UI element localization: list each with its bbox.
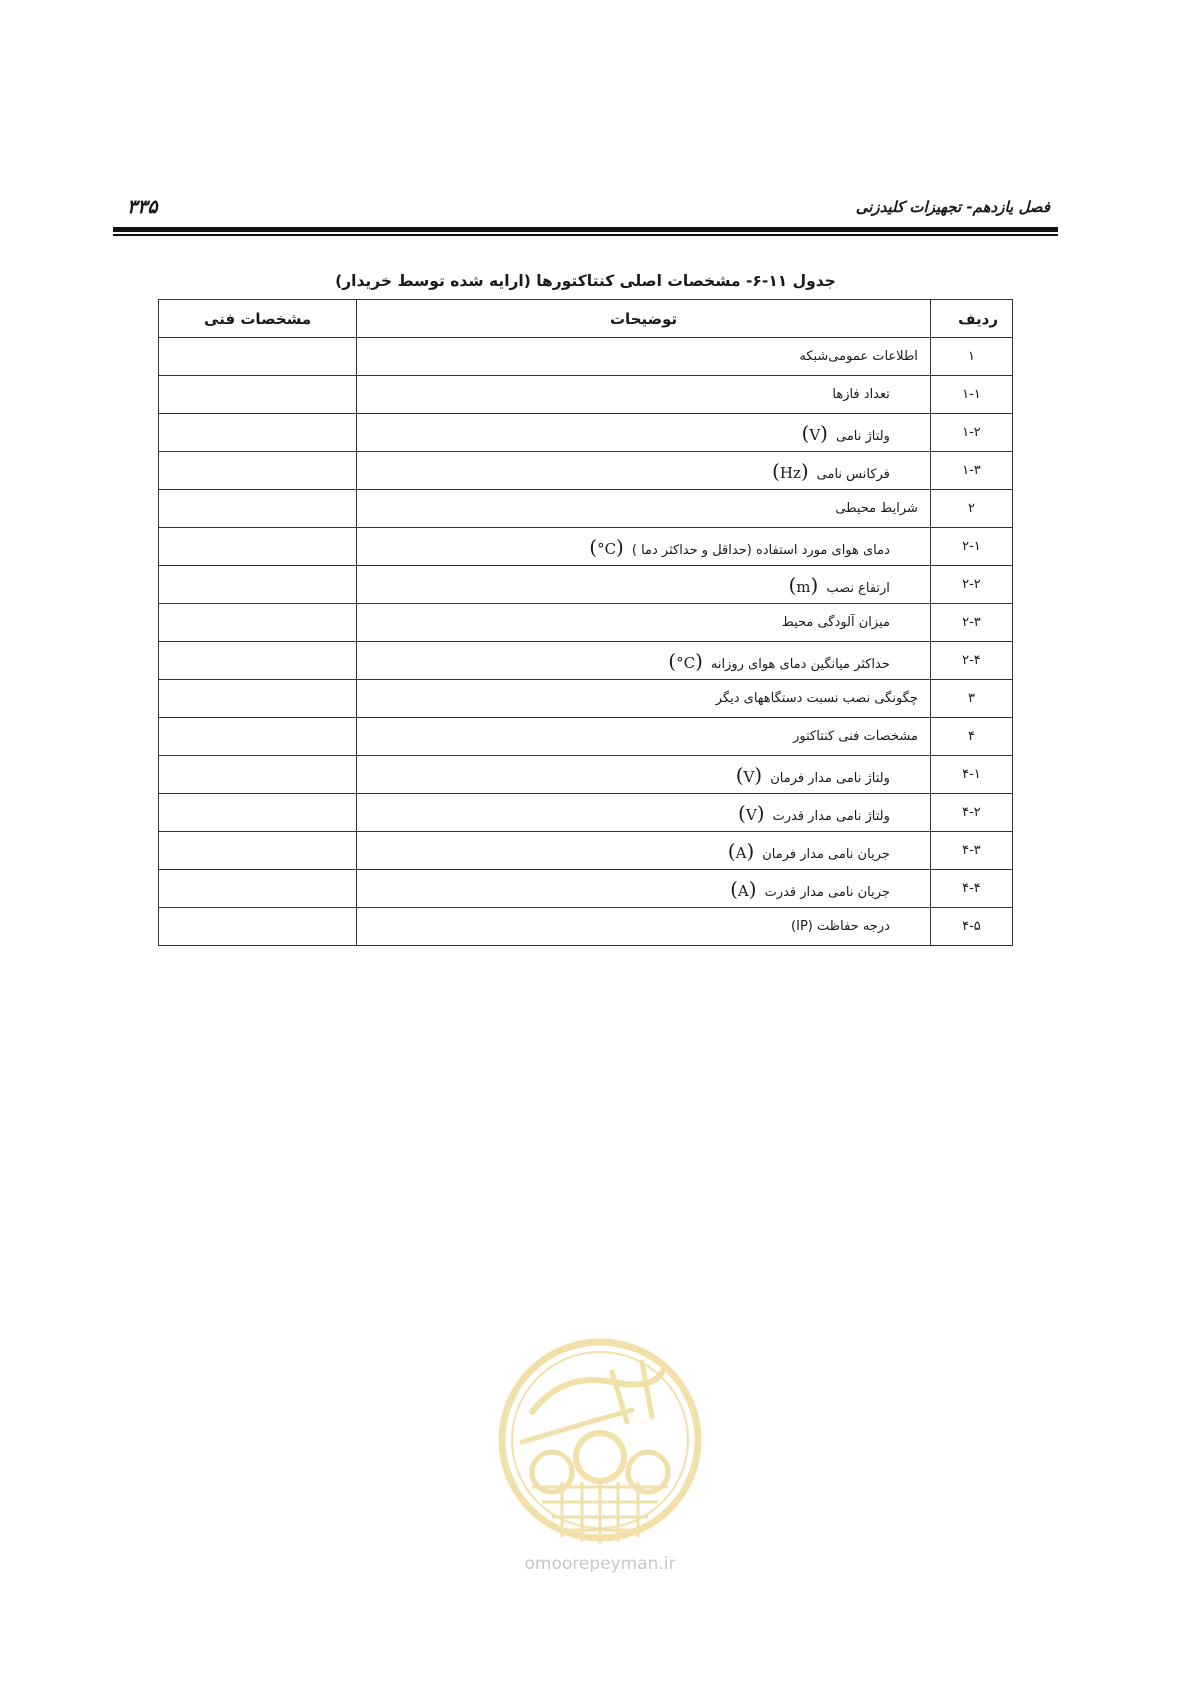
description-cell bbox=[357, 566, 931, 604]
watermark-url: omoorepeyman.ir bbox=[524, 1554, 676, 1574]
table-row bbox=[159, 794, 1013, 832]
description-cell bbox=[357, 794, 931, 832]
description-text: دمای هوای مورد استفاده (حداقل و حداکثر دما ) bbox=[631, 542, 890, 558]
unit-label bbox=[738, 801, 764, 825]
row-number-cell: ۴ bbox=[930, 718, 1012, 756]
table-row bbox=[159, 338, 1013, 376]
row-number-cell: ۲-۴ bbox=[930, 642, 1012, 680]
table-row bbox=[159, 566, 1013, 604]
technical-spec-cell bbox=[159, 908, 357, 946]
description-cell bbox=[357, 756, 931, 794]
technical-spec-cell bbox=[159, 414, 357, 452]
chapter-title: فصل یازدهم- تجهیزات کلیدزنی bbox=[855, 198, 1050, 216]
unit-open-paren: ( bbox=[727, 838, 736, 863]
row-number-cell: ۴-۲ bbox=[930, 794, 1012, 832]
description-text: چگونگی نصب نسبت دستگاههای دیگر bbox=[715, 691, 918, 706]
description-text: شرایط محیطی bbox=[835, 501, 918, 516]
technical-spec-cell bbox=[159, 490, 357, 528]
table-row bbox=[159, 718, 1013, 756]
technical-spec-cell bbox=[159, 794, 357, 832]
header-technical-spec: مشخصات فنی bbox=[159, 300, 357, 338]
technical-spec-cell bbox=[159, 756, 357, 794]
technical-spec-cell bbox=[159, 832, 357, 870]
unit-open-paren: ( bbox=[738, 800, 746, 825]
row-number-cell: ۲-۲ bbox=[930, 566, 1012, 604]
technical-spec-cell bbox=[159, 528, 357, 566]
unit-close-paren: ) bbox=[754, 762, 763, 787]
description-cell bbox=[357, 338, 931, 376]
table-body bbox=[159, 338, 1013, 946]
unit-label bbox=[728, 839, 754, 863]
technical-spec-cell bbox=[159, 718, 357, 756]
description-cell bbox=[357, 908, 931, 946]
unit-value: V bbox=[809, 425, 821, 444]
row-number-cell: ۱-۱ bbox=[930, 376, 1012, 414]
row-number-cell: ۱-۳ bbox=[930, 452, 1012, 490]
description-text: ولتاژ نامی مدار قدرت bbox=[772, 808, 890, 824]
page-number: ۳۳۵ bbox=[127, 196, 158, 218]
unit-open-paren: ( bbox=[735, 762, 744, 787]
unit-open-paren: ( bbox=[668, 648, 677, 673]
unit-label bbox=[730, 877, 756, 901]
unit-label bbox=[736, 763, 762, 787]
table-row bbox=[159, 908, 1013, 946]
unit-label bbox=[668, 649, 703, 673]
table-row bbox=[159, 490, 1013, 528]
description-text: ولتاژ نامی bbox=[835, 428, 890, 444]
row-number-cell: ۱ bbox=[930, 338, 1012, 376]
description-text: جریان نامی مدار فرمان bbox=[762, 846, 890, 862]
description-cell bbox=[357, 528, 931, 566]
row-number-cell: ۴-۱ bbox=[930, 756, 1012, 794]
unit-value: V bbox=[745, 805, 757, 824]
page-header bbox=[113, 196, 1058, 226]
watermark-seal-icon bbox=[492, 1332, 708, 1554]
description-text: حداکثر میانگین دمای هوای روزانه bbox=[710, 656, 890, 672]
description-cell bbox=[357, 680, 931, 718]
description-text: اطلاعات عمومی‌شبکه bbox=[799, 349, 918, 364]
unit-label bbox=[772, 459, 809, 483]
technical-spec-cell bbox=[159, 376, 357, 414]
description-cell bbox=[357, 870, 931, 908]
table-row bbox=[159, 832, 1013, 870]
table-row bbox=[159, 528, 1013, 566]
technical-spec-cell bbox=[159, 642, 357, 680]
description-cell bbox=[357, 718, 931, 756]
row-number-cell: ۴-۴ bbox=[930, 870, 1012, 908]
description-cell bbox=[357, 414, 931, 452]
unit-open-paren: ( bbox=[788, 572, 797, 597]
table-row bbox=[159, 604, 1013, 642]
description-text: ارتفاع نصب bbox=[826, 580, 890, 596]
header-row-number: ردیف bbox=[930, 300, 1012, 338]
description-cell bbox=[357, 642, 931, 680]
table-caption: جدول ۱۱-۶- مشخصات اصلی کنتاکتورها (ارایه شده توسط خریدار) bbox=[335, 272, 836, 290]
description-text: میزان آلودگی محیط bbox=[781, 615, 890, 630]
description-cell bbox=[357, 452, 931, 490]
unit-close-paren: ) bbox=[695, 648, 703, 673]
description-cell bbox=[357, 832, 931, 870]
unit-close-paren: ) bbox=[820, 420, 828, 445]
unit-label bbox=[788, 573, 818, 597]
technical-spec-cell bbox=[159, 452, 357, 490]
description-cell bbox=[357, 376, 931, 414]
table-row bbox=[159, 376, 1013, 414]
description-text: درجه حفاظت (IP) bbox=[791, 919, 890, 934]
technical-spec-cell bbox=[159, 870, 357, 908]
unit-value: m bbox=[796, 577, 811, 596]
technical-spec-cell bbox=[159, 566, 357, 604]
row-number-cell: ۲-۳ bbox=[930, 604, 1012, 642]
table-row bbox=[159, 642, 1013, 680]
header-description: توضیحات bbox=[357, 300, 931, 338]
header-rule-thin bbox=[113, 234, 1058, 236]
row-number-cell: ۱-۲ bbox=[930, 414, 1012, 452]
unit-open-paren: ( bbox=[772, 458, 780, 483]
unit-open-paren: ( bbox=[801, 420, 810, 445]
row-number-cell: ۳ bbox=[930, 680, 1012, 718]
unit-close-paren: ) bbox=[746, 838, 755, 863]
watermark-logo bbox=[492, 1332, 708, 1574]
unit-close-paren: ) bbox=[800, 458, 809, 483]
contactor-spec-table bbox=[158, 299, 1013, 946]
table-header-row bbox=[159, 300, 1013, 338]
row-number-cell: ۲ bbox=[930, 490, 1012, 528]
unit-open-paren: ( bbox=[730, 876, 738, 901]
technical-spec-cell bbox=[159, 680, 357, 718]
unit-label bbox=[589, 535, 624, 559]
description-text: ولتاژ نامی مدار فرمان bbox=[770, 770, 890, 786]
header-rule-thick bbox=[113, 227, 1058, 232]
description-text: تعداد فازها bbox=[832, 387, 890, 402]
technical-spec-cell bbox=[159, 604, 357, 642]
row-number-cell: ۲-۱ bbox=[930, 528, 1012, 566]
description-cell bbox=[357, 490, 931, 528]
description-text: جریان نامی مدار قدرت bbox=[764, 884, 890, 900]
description-text: مشخصات فنی کنتاکتور bbox=[793, 729, 918, 744]
row-number-cell: ۴-۳ bbox=[930, 832, 1012, 870]
unit-value: °C bbox=[676, 653, 696, 672]
unit-value: A bbox=[735, 843, 747, 862]
row-number-cell: ۴-۵ bbox=[930, 908, 1012, 946]
unit-close-paren: ) bbox=[616, 534, 624, 559]
unit-close-paren: ) bbox=[748, 876, 757, 901]
description-text: فرکانس نامی bbox=[816, 466, 890, 482]
unit-value: V bbox=[743, 767, 755, 786]
table-row bbox=[159, 680, 1013, 718]
table-row bbox=[159, 756, 1013, 794]
table-row bbox=[159, 870, 1013, 908]
technical-spec-cell bbox=[159, 338, 357, 376]
unit-open-paren: ( bbox=[589, 534, 598, 559]
unit-value: A bbox=[737, 881, 749, 900]
unit-close-paren: ) bbox=[756, 800, 765, 825]
unit-label bbox=[802, 421, 828, 445]
description-cell bbox=[357, 604, 931, 642]
table-row bbox=[159, 452, 1013, 490]
unit-value: Hz bbox=[779, 463, 801, 482]
table-row bbox=[159, 414, 1013, 452]
unit-close-paren: ) bbox=[810, 572, 819, 597]
unit-value: °C bbox=[597, 539, 617, 558]
